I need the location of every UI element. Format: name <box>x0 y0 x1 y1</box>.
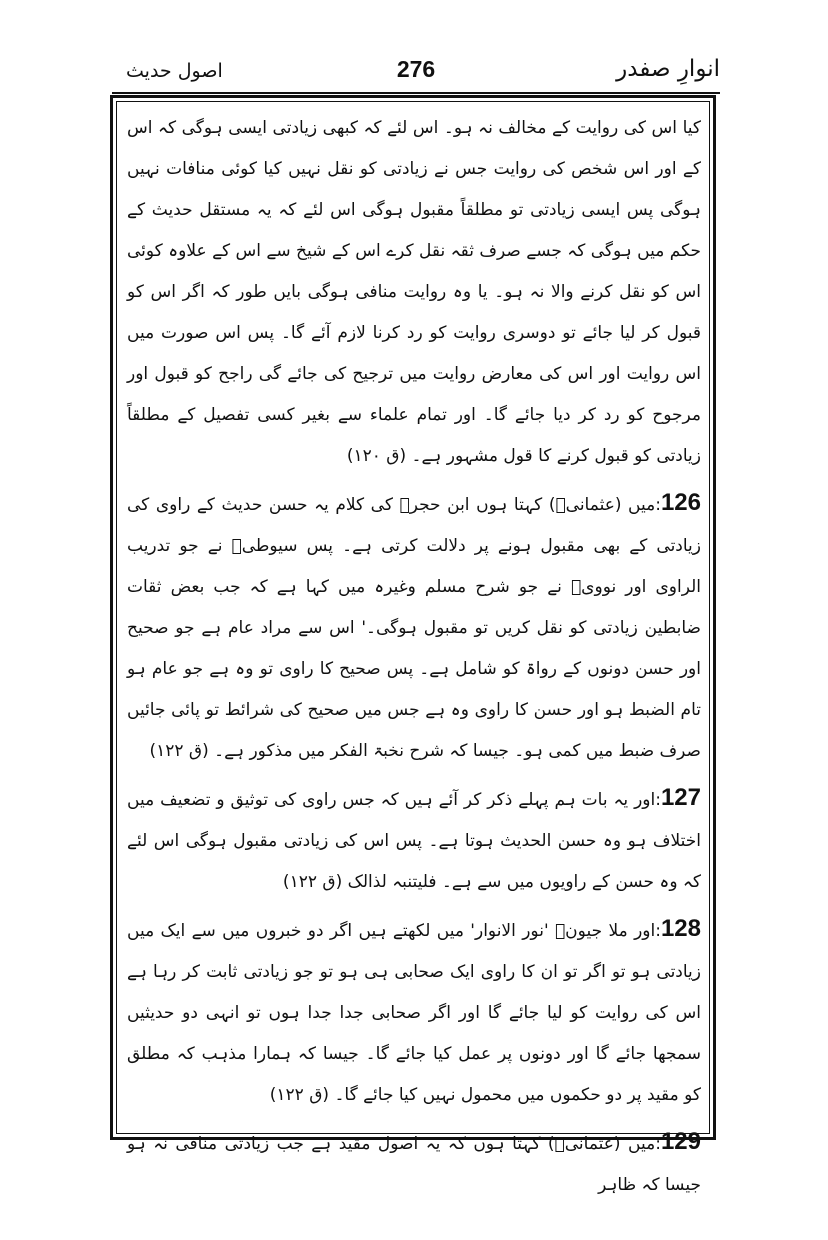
paragraph-continued <box>127 108 701 477</box>
paragraph-text: :اور یہ بات ہم پہلے ذکر کر آئے ہیں کہ جس راوی کی توثیق و تضعیف میں اختلاف ہو وہ حسن الحدیث ہوتا ہے۔ پس اس کی زیادتی مقبول ہوگی اس لئے کہ وہ حسن کے راویوں میں سے ہے۔ فلیتنبہ لذالک (ق ۱۲۲) <box>127 790 701 892</box>
text-frame <box>110 95 716 1195</box>
paragraph-text: :میں (عثمانیؒ) کہتا ہوں ابن حجرؒ کی کلام یہ حسن حدیث کے راوی کی زیادتی کے بھی مقبول ہونے پر دلالت کرتی ہے۔ پس سیوطیؒ نے جو تدریب الراوی اور نوویؒ نے جو شرح مسلم وغیرہ میں کہا ہے کہ جب بعض ثقات ضابطین زیادتی کو نقل کریں تو مقبول ہوگی۔' اس سے مراد عام ہے جو صحیح اور حسن دونوں کے رواۃ کو شامل ہے۔ پس صحیح کا راوی تو وہ ہے جو عام ہو تام الضبط ہو اور حسن کا راوی وہ ہے جس میں صحیح کی شرائط تو پائی جائیں صرف ضبط میں کمی ہو۔ جیسا کہ شرح نخبۃ الفکر میں مذکور ہے۔ (ق ۱۲۲) <box>127 495 701 761</box>
paragraph-126 <box>127 482 701 772</box>
paragraph-number: 127 <box>660 784 701 811</box>
paragraph-text: :اور ملا جیونؒ 'نور الانوار' میں لکھتے ہیں اگر دو خبروں میں سے ایک میں زیادتی ہو تو اگر تو ان کا راوی ایک صحابی ہی ہو تو جو زیادتی ثابت کر رہا ہے اس کی روایت کو لیا جائے گا اور اگر صحابی جدا جدا ہوں تو انہی دو حدیثیں سمجھا جائے گا اور دونوں پر عمل کیا جائے گا۔ جیسا کہ ہمارا مذہب کہ مطلق کو مقید پر دو حکموں میں محمول نہیں کیا جائے گا۔ (ق ۱۲۲) <box>127 921 701 1105</box>
paragraph-127 <box>127 777 701 903</box>
chapter-title: اصول حدیث <box>126 60 223 82</box>
paragraph-text: کیا اس کی روایت کے مخالف نہ ہو۔ اس لئے کہ کبھی زیادتی ایسی ہوگی کہ اس کے اور اس شخص کی روایت جس نے زیادتی کو نقل نہیں کیا کوئی منافات نہیں ہوگی پس ایسی زیادتی تو مطلقاً مقبول ہوگی اس لئے کہ یہ مستقل حدیث کے حکم میں ہوگی کہ جسے صرف ثقہ نقل کرے اس کے شیخ سے اس کے علاوہ کوئی اس کو نقل کرنے والا نہ ہو۔ یا وہ روایت منافی ہوگی بایں طور کہ اگر اس کو قبول کر لیا جائے تو دوسری روایت کو رد کرنا لازم آئے گا۔ پس اس صورت میں اس روایت اور اس کی معارض روایت میں ترجیح کی جائے گی راجح کو قبول اور مرجوح کو رد کر دیا جائے گا۔ اور تمام علماء سے بغیر کسی تفصیل کے مطلقاً زیادتی کو قبول کرنے کا قول مشہور ہے۔ (ق ۱۲۰) <box>127 118 701 466</box>
paragraph-129 <box>127 1121 701 1206</box>
paragraph-text: :میں (عثمانیؒ) کہتا ہوں کہ یہ اصول مقید ہے جب زیادتی منافی نہ ہو جیسا کہ ظاہر <box>127 1134 701 1195</box>
paragraph-number: 126 <box>660 489 701 516</box>
paragraph-128 <box>127 908 701 1116</box>
paragraph-number: 128 <box>660 915 701 942</box>
page-number: 276 <box>396 56 436 82</box>
page-header <box>112 52 720 94</box>
paragraph-number: 129 <box>660 1128 701 1155</box>
book-title: انوارِ صفدر <box>616 56 720 82</box>
page-body <box>127 108 701 1211</box>
